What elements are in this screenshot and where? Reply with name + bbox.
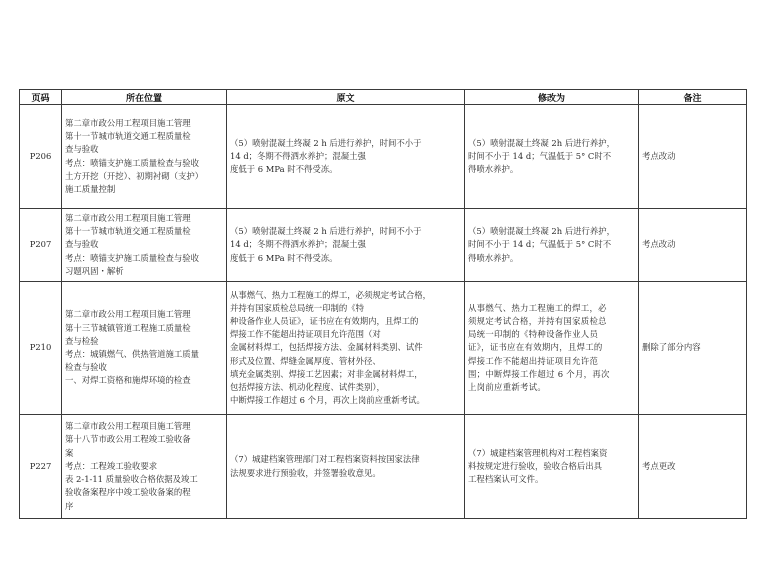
location-cell <box>62 415 227 519</box>
header-page: 页码 <box>20 90 62 105</box>
revised-line: 上岗前应重新考试。 <box>468 382 547 392</box>
header-note: 备注 <box>639 90 747 105</box>
original-line: 从事燃气、热力工程施工的焊工，必须规定考试合格， <box>230 289 431 300</box>
location-line: 第二章市政公用工程项目施工管理 <box>65 421 191 432</box>
location-line: 查与检验 <box>65 335 99 346</box>
original-line: 度低于 6 MPa 时不得受冻。 <box>230 252 338 263</box>
revised-line: 焊接工作不能超出持证项目允许范 <box>468 355 599 366</box>
location-line: 验收备案程序中竣工验收备案的程 <box>65 487 191 498</box>
revised-text-cell <box>465 415 639 519</box>
original-line: （5）喷射混凝土终凝 2 h 后进行养护，时间不小于 <box>230 226 422 237</box>
table-row <box>20 209 747 282</box>
location-line: 第十一节城市轨道交通工程质量检 <box>65 226 191 237</box>
revised-line: （7）城建档案管理机构对工程档案资 <box>468 447 608 458</box>
revised-text-cell <box>465 282 639 415</box>
header-location: 所在位置 <box>62 90 227 105</box>
location-line: 第十八节市政公用工程竣工验收备 <box>65 434 191 445</box>
location-line: 一、对焊工资格和施焊环境的检查 <box>65 375 191 386</box>
location-line: 第二章市政公用工程项目施工管理 <box>65 309 191 320</box>
table-row <box>20 282 747 415</box>
revised-line: 从事燃气、热力工程施工的焊工，必 <box>468 302 607 313</box>
original-line: 金属材料焊工，包括焊接方法、金属材料类别、试件 <box>230 342 423 353</box>
table-header-row <box>20 90 747 105</box>
errata-table <box>19 89 747 519</box>
note-cell: 删除了部分内容 <box>639 282 747 415</box>
original-text-cell <box>227 105 465 209</box>
location-line: 检查与验收 <box>65 362 107 373</box>
revised-text-cell <box>465 105 639 209</box>
location-line: 表 2-1-11 质量验收合格依据及竣工 <box>65 474 198 485</box>
original-line: 包括焊接方法、机动化程度、试件类别）， <box>230 382 385 392</box>
location-line: 查与验收 <box>65 239 99 250</box>
original-line: 焊接工作不能超出持证项目允许范围（对 <box>230 329 381 340</box>
revised-line: 料按规定进行验收，验收合格后出具 <box>468 460 602 471</box>
note-cell: 考点改动 <box>639 209 747 282</box>
location-line: 第二章市政公用工程项目施工管理 <box>65 117 191 128</box>
location-cell <box>62 209 227 282</box>
table-row <box>20 105 747 209</box>
location-line: 序 <box>65 500 74 511</box>
original-line: 形式及位置、焊缝金属厚度、管材外径、 <box>230 355 381 366</box>
location-cell <box>62 282 227 415</box>
original-line: 14 d；冬期不得洒水养护；混凝土强 <box>230 150 366 161</box>
location-line: 第十三节城镇管道工程施工质量检 <box>65 322 191 333</box>
location-line: 土方开挖（开挖）、初期衬砌（支护） <box>65 170 204 181</box>
revised-line: 局统一印制的《特种设备作业人员 <box>468 329 599 340</box>
revised-line: 工程档案认可文件。 <box>468 474 544 485</box>
header-original: 原文 <box>227 90 465 105</box>
original-line: 中断焊接工作超过 6 个月，再次上岗前应重新考试。 <box>230 395 425 406</box>
location-line: 考点：城镇燃气、供热管道施工质量 <box>65 349 199 359</box>
revised-line: 证》，证书应在有效期内，且焊工的 <box>468 342 603 353</box>
original-text-cell <box>227 282 465 415</box>
location-line: 习题巩固・解析 <box>65 265 124 276</box>
revised-line: （5）喷射混凝土终凝 2h 后进行养护， <box>468 226 615 237</box>
revised-line: 得喷水养护。 <box>468 164 519 175</box>
location-line: 第二章市政公用工程项目施工管理 <box>65 212 191 223</box>
original-line: 14 d；冬期不得洒水养护；混凝土强 <box>230 239 366 250</box>
location-line: 考点：喷锚支护施工质量检查与验收 <box>65 252 199 263</box>
original-line: （5）喷射混凝土终凝 2 h 后进行养护，时间不小于 <box>230 137 422 148</box>
original-line: 填充金属类别、焊接工艺因素；对非金属材料焊工， <box>230 368 423 379</box>
original-line: 法规要求进行预验收，并签署验收意见。 <box>230 467 381 478</box>
revised-line: 得喷水养护。 <box>468 252 519 263</box>
location-line: 第十一节城市轨道交通工程质量检 <box>65 131 191 142</box>
note-cell: 考点更改 <box>639 415 747 519</box>
revised-line: 时间不小于 14 d；气温低于 5° C时不 <box>468 239 612 250</box>
location-cell <box>62 105 227 209</box>
revised-line: 围；中断焊接工作超过 6 个月，再次 <box>468 368 610 379</box>
revised-line: 须规定考试合格，并持有国家质检总 <box>468 315 607 326</box>
page-number: P206 <box>20 105 62 209</box>
original-line: （7）城建档案管理部门对工程档案资料按国家法律 <box>230 454 420 465</box>
location-line: 考点：喷锚支护施工质量检查与验收 <box>65 157 199 168</box>
original-line: 度低于 6 MPa 时不得受冻。 <box>230 164 338 175</box>
page-number: P210 <box>20 282 62 415</box>
table-row <box>20 415 747 519</box>
location-line: 查与验收 <box>65 144 99 155</box>
original-line: 并持有国家质检总局统一印制的《特 <box>230 302 364 313</box>
revised-text-cell <box>465 209 639 282</box>
location-line: 施工质量控制 <box>65 183 116 194</box>
revised-line: 时间不小于 14 d；气温低于 5° C时不 <box>468 150 612 161</box>
location-line: 考点：工程竣工验收要求 <box>65 460 158 471</box>
revised-line: （5）喷射混凝土终凝 2h 后进行养护， <box>468 137 615 148</box>
page-number: P227 <box>20 415 62 519</box>
original-line: 种设备作业人员证》，证书应在有效期内，且焊工的 <box>230 315 419 326</box>
note-cell: 考点改动 <box>639 105 747 209</box>
original-text-cell <box>227 209 465 282</box>
location-line: 案 <box>65 447 74 458</box>
original-text-cell <box>227 415 465 519</box>
header-revised: 修改为 <box>465 90 639 105</box>
page-number: P207 <box>20 209 62 282</box>
